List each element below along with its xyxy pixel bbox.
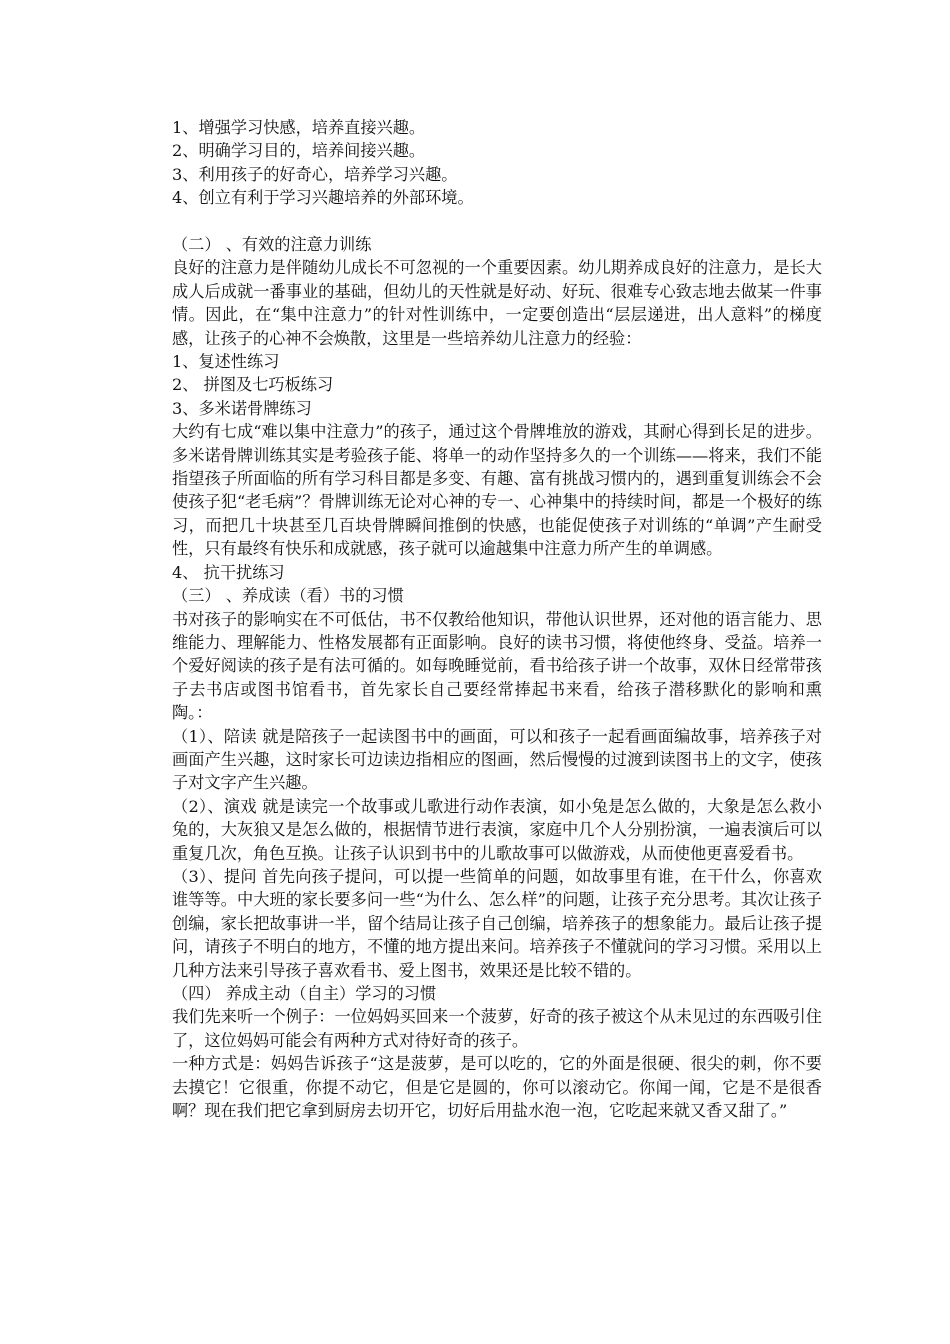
section2-paragraph: 良好的注意力是伴随幼儿成长不可忽视的一个重要因素。幼儿期养成良好的注意力，是长大成人后成就一番事业的基础，但幼儿的天性就是好动、好玩、很难专心致志地去做某一件事情。因此，在“集中注意力”的针对性训练中，一定要创造出“层层递进，出人意料”的梯度感，让孩子的心神不会焕散，这里是一些培养幼儿注意力的经验： xyxy=(172,258,822,348)
section3-point-1: （1）、陪读 就是陪孩子一起读图书中的画面，可以和孩子一起看画面编故事，培养孩子对画面产生兴趣，这时家长可边读边指相应的图画，然后慢慢的过渡到读图书上的文字，使孩子对文字产生兴趣。 xyxy=(172,726,822,793)
section3-paragraph: 书对孩子的影响实在不可低估，书不仅教给他知识，带他认识世界，还对他的语言能力、思维能力、理解能力、性格发展都有正面影响。良好的读书习惯，将使他终身、受益。培养一个爱好阅读的孩子是有法可循的。如每晚睡觉前，看书给孩子讲一个故事，双休日经常带孩子去书店或图书馆看书，首先家长自己要经常捧起书来看，给孩子潜移默化的影响和熏陶。： xyxy=(172,609,822,723)
section3-point-3: （3）、提问 首先向孩子提问，可以提一些简单的问题，如故事里有谁，在干什么，你喜欢谁等等。中大班的家长要多问一些“为什么、怎么样”的问题，让孩子充分思考。其次让孩子创编，家长把故事讲一半，留个结局让孩子自己创编，培养孩子的想象能力。最后让孩子提问，请孩子不明白的地方，不懂的地方提出来问。培养孩子不懂就问的学习习惯。采用以上几种方法来引导孩子喜欢看书、爱上图书，效果还是比较不错的。 xyxy=(172,866,822,980)
list-item-3: 3、利用孩子的好奇心，培养学习兴趣。 xyxy=(172,164,458,184)
section2-item-3-paragraph: 大约有七成“难以集中注意力”的孩子，通过这个骨牌堆放的游戏，其耐心得到长足的进步。多米诺骨牌训练其实是考验孩子能、将单一的动作坚持多久的一个训练——将来，我们不能指望孩子所面临的所有学习科目都是多变、有趣、富有挑战习惯内的，遇到重复训练会不会使孩子犯“老毛病”？骨牌训练无论对心神的专一、心神集中的持续时间，都是一个极好的练习，而把几十块甚至几百块骨牌瞬间推倒的快感，也能促使孩子对训练的“单调”产生耐受性，只有最终有快乐和成就感，孩子就可以逾越集中注意力所产生的单调感。 xyxy=(172,422,822,559)
section2-item-3: 3、多米诺骨牌练习 xyxy=(172,398,312,418)
section4-heading: （四） 养成主动（自主）学习的习惯 xyxy=(172,984,437,1004)
list-item-2: 2、明确学习目的，培养间接兴趣。 xyxy=(172,141,426,161)
section2-item-1: 1、复述性练习 xyxy=(172,352,280,372)
section4-paragraph-1: 我们先来听一个例子：一位妈妈买回来一个菠萝，好奇的孩子被这个从未见过的东西吸引住了，这位妈妈可能会有两种方式对待好奇的孩子。 xyxy=(172,1007,822,1050)
document-page xyxy=(172,116,822,1122)
list-item-1: 1、增强学习快感，培养直接兴趣。 xyxy=(172,118,426,137)
section2-item-4: 4、 抗干扰练习 xyxy=(172,562,285,582)
section4-paragraph-2: 一种方式是：妈妈告诉孩子“这是菠萝，是可以吃的，它的外面是很硬、很尖的刺，你不要去摸它！它很重，你提不动它，但是它是圆的，你可以滚动它。你闻一闻，它是不是很香啊？现在我们把它拿到厨房去切开它，切好后用盐水泡一泡，它吃起来就又香又甜了。” xyxy=(172,1054,822,1121)
section2-item-2: 2、 拼图及七巧板练习 xyxy=(172,375,334,395)
blank-line xyxy=(172,210,822,233)
section2-heading: （二） 、有效的注意力训练 xyxy=(172,235,372,255)
section3-heading: （三） 、养成读（看）书的习惯 xyxy=(172,586,404,606)
list-item-4: 4、创立有利于学习兴趣培养的外部环境。 xyxy=(172,188,474,208)
section3-point-2: （2）、演戏 就是读完一个故事或儿歌进行动作表演，如小兔是怎么做的，大象是怎么救小兔的，大灰狼又是怎么做的，根据情节进行表演，家庭中几个人分别扮演，一遍表演后可以重复几次，角色互换。让孩子认识到书中的儿歌故事可以做游戏，从而使他更喜爱看书。 xyxy=(172,796,822,863)
